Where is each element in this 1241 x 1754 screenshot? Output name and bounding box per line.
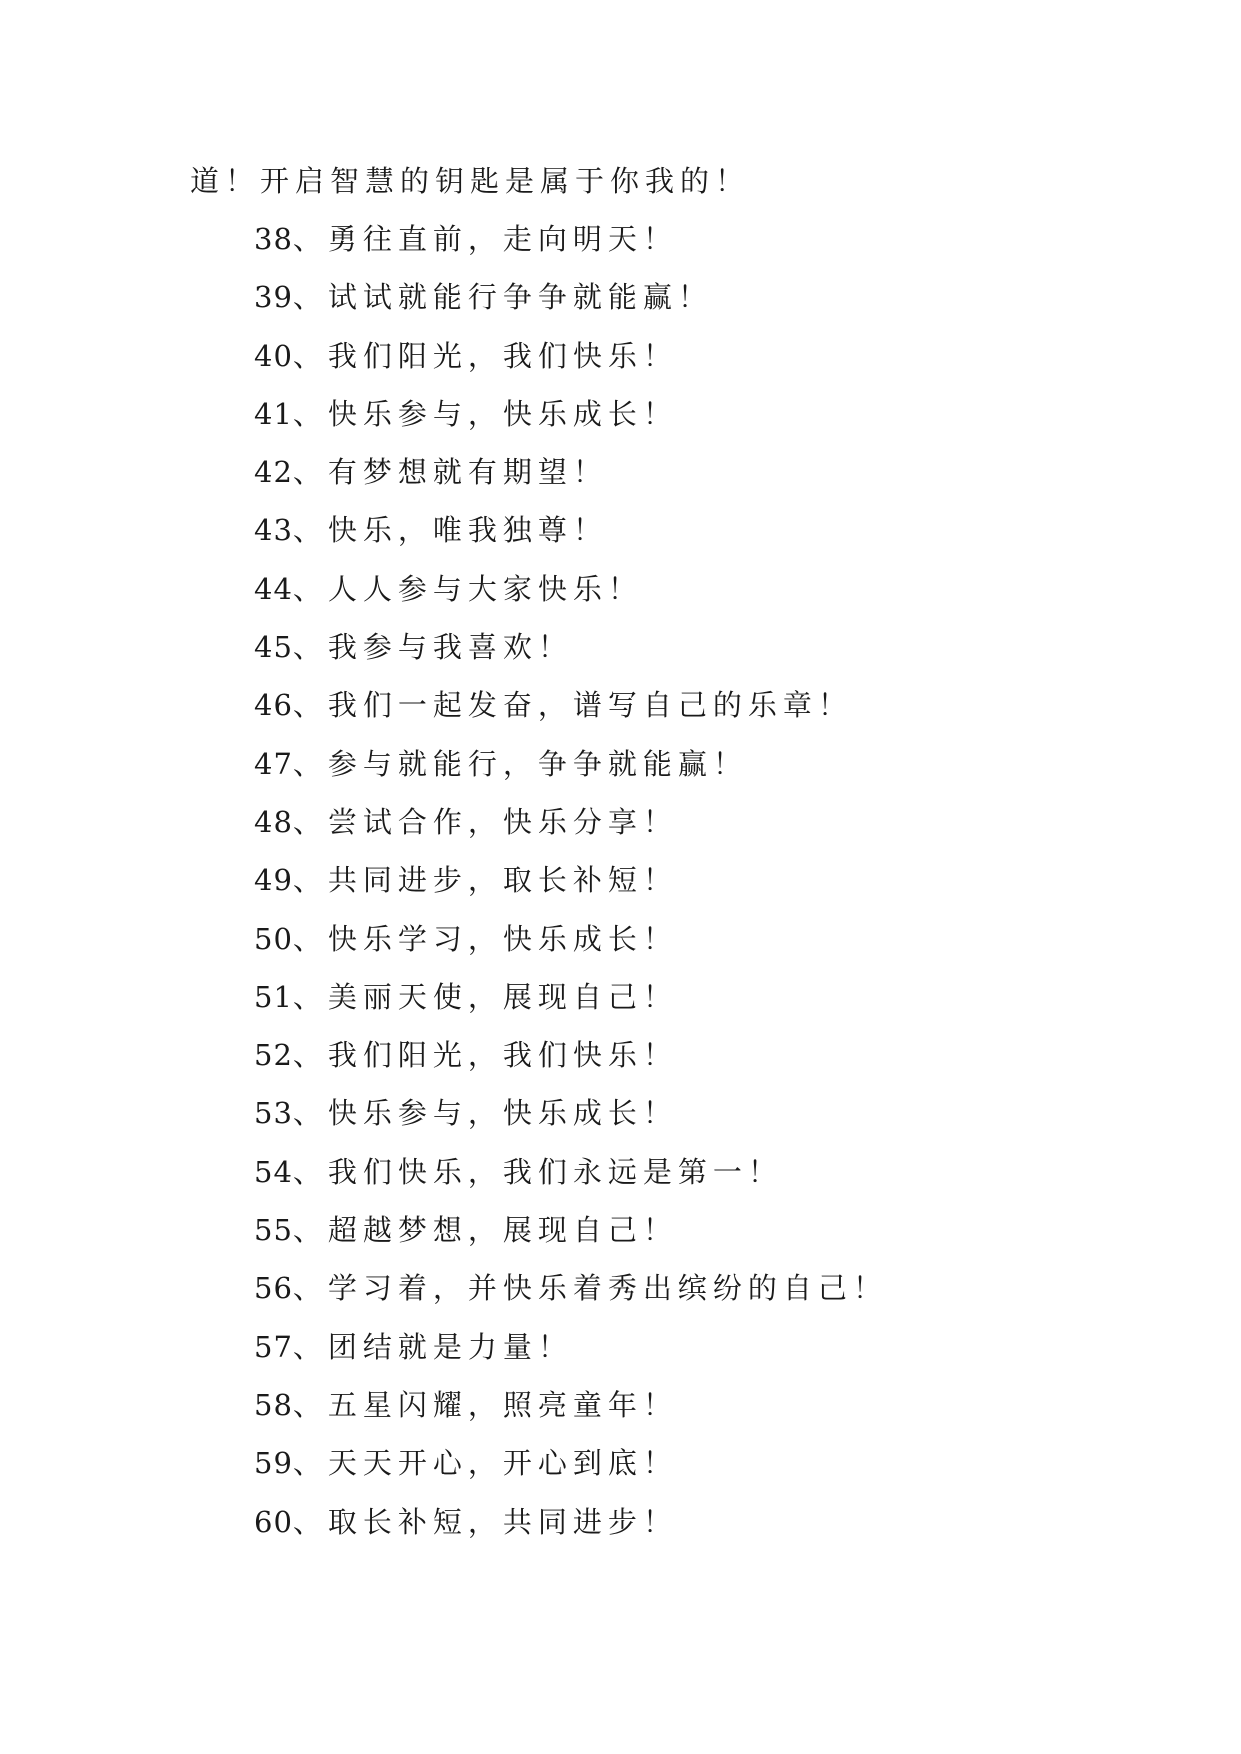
- item-text: 快乐学习，快乐成长！: [327, 921, 678, 956]
- item-separator: 、: [292, 1504, 328, 1539]
- item-separator: 、: [292, 1329, 328, 1364]
- item-separator: 、: [292, 222, 328, 256]
- list-item: [254, 803, 888, 861]
- list-item: [254, 686, 888, 744]
- list-item: [254, 1386, 888, 1444]
- item-separator: 、: [292, 1271, 328, 1306]
- item-number: 60: [254, 1504, 293, 1539]
- list-item: [254, 1269, 888, 1327]
- list-item: [254, 1211, 888, 1269]
- list-item: [254, 1503, 888, 1561]
- item-text: 超越梦想，展现自己！: [327, 1213, 678, 1248]
- item-separator: 、: [292, 1387, 328, 1422]
- list-item: [254, 220, 888, 278]
- item-number: 49: [254, 863, 293, 898]
- item-number: 52: [254, 1038, 293, 1073]
- item-separator: 、: [292, 804, 328, 839]
- item-number: 44: [254, 571, 293, 606]
- item-number: 39: [254, 280, 293, 315]
- list-item: [254, 395, 888, 453]
- item-text: 天天开心，开心到底！: [327, 1446, 678, 1481]
- item-text: 学习着，并快乐着秀出缤纷的自己！: [327, 1271, 888, 1306]
- item-text: 参与就能行，争争就能赢！: [327, 746, 748, 781]
- list-item: [254, 745, 888, 803]
- item-text: 勇往直前，走向明天！: [327, 222, 678, 256]
- list-item: [254, 278, 888, 336]
- item-number: 46: [254, 688, 293, 723]
- list-item: [254, 337, 888, 395]
- item-number: 41: [254, 396, 293, 431]
- item-text: 快乐，唯我独尊！: [327, 513, 608, 548]
- item-text: 团结就是力量！: [327, 1329, 573, 1364]
- item-text: 试试就能行争争就能赢！: [327, 280, 713, 315]
- item-separator: 、: [292, 1096, 328, 1131]
- item-separator: 、: [292, 630, 328, 665]
- list-item: [254, 861, 888, 919]
- item-text: 尝试合作，快乐分享！: [327, 804, 678, 839]
- item-number: 48: [254, 804, 293, 839]
- item-number: 57: [254, 1329, 293, 1364]
- item-separator: 、: [292, 1446, 328, 1481]
- list-item: [254, 920, 888, 978]
- item-number: 56: [254, 1271, 293, 1306]
- item-number: 54: [254, 1154, 293, 1189]
- item-separator: 、: [292, 571, 328, 606]
- item-text: 快乐参与，快乐成长！: [327, 1096, 678, 1131]
- item-number: 47: [254, 746, 293, 781]
- item-separator: 、: [292, 1154, 328, 1189]
- list-item: [254, 1036, 888, 1094]
- item-text: 有梦想就有期望！: [327, 455, 608, 490]
- item-separator: 、: [292, 1213, 328, 1248]
- item-text: 快乐参与，快乐成长！: [327, 396, 678, 431]
- item-text: 五星闪耀，照亮童年！: [327, 1387, 678, 1422]
- item-separator: 、: [292, 513, 328, 548]
- item-text: 人人参与大家快乐！: [327, 571, 643, 606]
- item-text: 我参与我喜欢！: [327, 630, 573, 665]
- item-number: 45: [254, 630, 293, 665]
- item-number: 58: [254, 1387, 293, 1422]
- item-separator: 、: [292, 863, 328, 898]
- item-separator: 、: [292, 921, 328, 956]
- list-item: [254, 978, 888, 1036]
- item-text: 美丽天使，展现自己！: [327, 979, 678, 1014]
- item-separator: 、: [292, 455, 328, 490]
- item-number: 53: [254, 1096, 293, 1131]
- item-number: 50: [254, 921, 293, 956]
- list-item: [254, 511, 888, 569]
- list-item: [254, 570, 888, 628]
- item-text: 我们一起发奋，谱写自己的乐章！: [327, 688, 853, 723]
- slogan-list: [254, 220, 888, 1561]
- item-number: 59: [254, 1446, 293, 1481]
- item-separator: 、: [292, 280, 328, 315]
- item-text: 共同进步，取长补短！: [327, 863, 678, 898]
- item-text: 我们阳光，我们快乐！: [327, 338, 678, 373]
- item-number: 40: [254, 338, 293, 373]
- item-text: 我们阳光，我们快乐！: [327, 1038, 678, 1073]
- item-text: 我们快乐，我们永远是第一！: [327, 1154, 783, 1189]
- item-number: 55: [254, 1213, 293, 1248]
- item-text: 取长补短，共同进步！: [327, 1504, 678, 1539]
- list-item: [254, 1328, 888, 1386]
- list-item: [254, 628, 888, 686]
- item-separator: 、: [292, 396, 328, 431]
- item-number: 42: [254, 455, 293, 490]
- list-item: [254, 1444, 888, 1502]
- item-separator: 、: [292, 746, 328, 781]
- list-item: [254, 1153, 888, 1211]
- item-separator: 、: [292, 1038, 328, 1073]
- item-number: 38: [254, 222, 293, 256]
- item-separator: 、: [292, 979, 328, 1014]
- item-separator: 、: [292, 338, 328, 373]
- item-number: 43: [254, 513, 293, 548]
- item-separator: 、: [292, 688, 328, 723]
- item-number: 51: [254, 979, 293, 1014]
- continuation-line: 道！开启智慧的钥匙是属于你我的！: [190, 164, 751, 198]
- list-item: [254, 1094, 888, 1152]
- list-item: [254, 453, 888, 511]
